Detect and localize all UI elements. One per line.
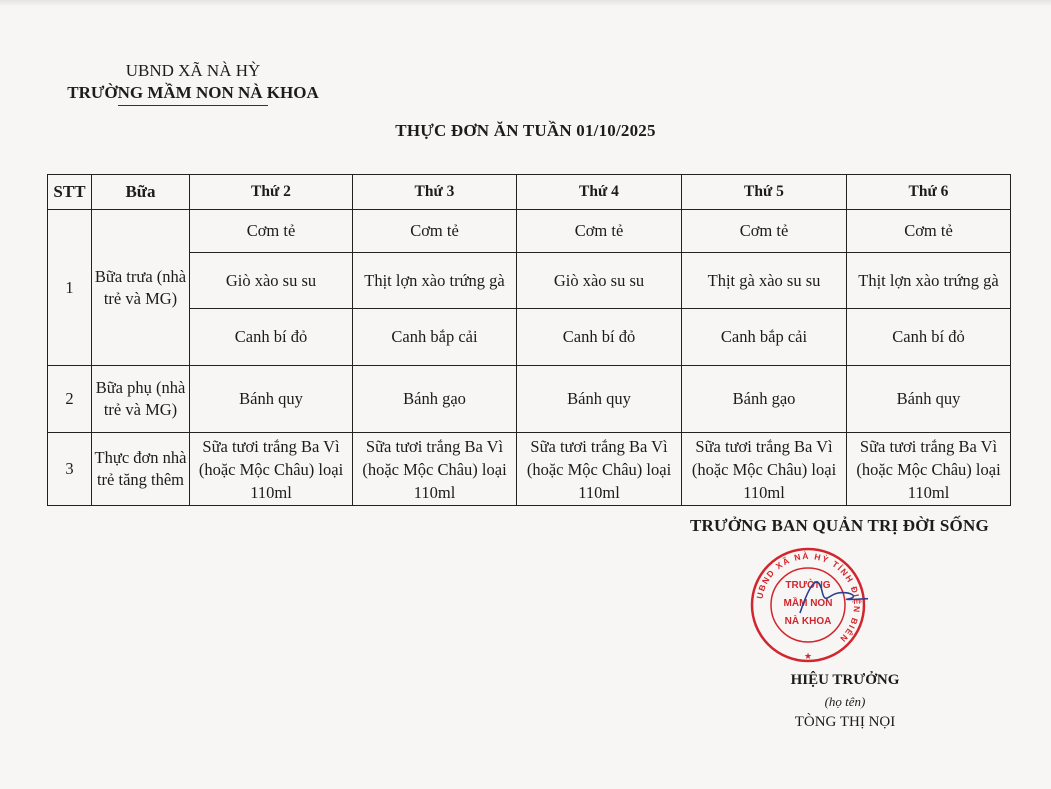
header-monday: Thứ 2 bbox=[190, 175, 353, 210]
organization-header bbox=[58, 60, 328, 106]
menu-cell: Thịt lợn xào trứng gà bbox=[353, 253, 517, 309]
stt-cell: 2 bbox=[48, 366, 92, 433]
signer-note: (họ tên) bbox=[824, 694, 866, 709]
menu-cell: Bánh quy bbox=[190, 366, 353, 433]
menu-cell: Giò xào su su bbox=[190, 253, 353, 309]
menu-cell: Cơm tẻ bbox=[682, 210, 847, 253]
menu-cell: Giò xào su su bbox=[517, 253, 682, 309]
menu-cell: Sữa tươi trắng Ba Vì (hoặc Mộc Châu) loại 110ml bbox=[517, 433, 682, 506]
menu-cell: Cơm tẻ bbox=[517, 210, 682, 253]
org-line-1: UBND XÃ NÀ HỲ bbox=[125, 61, 261, 80]
svg-text:★: ★ bbox=[803, 651, 813, 661]
menu-cell: Bánh quy bbox=[517, 366, 682, 433]
table-row bbox=[48, 253, 1011, 309]
menu-cell: Canh bí đỏ bbox=[847, 309, 1011, 366]
menu-cell: Cơm tẻ bbox=[353, 210, 517, 253]
header-tuesday: Thứ 3 bbox=[353, 175, 517, 210]
menu-cell: Sữa tươi trắng Ba Vì (hoặc Mộc Châu) loại 110ml bbox=[190, 433, 353, 506]
signer-name: TÒNG THỊ NỌI bbox=[794, 714, 896, 730]
signer-title: HIỆU TRƯỞNG bbox=[790, 672, 900, 688]
svg-text:NÀ KHOA: NÀ KHOA bbox=[784, 616, 832, 627]
menu-cell: Cơm tẻ bbox=[190, 210, 353, 253]
meal-name-cell: Bữa trưa (nhà trẻ và MG) bbox=[92, 210, 190, 366]
header-friday: Thứ 6 bbox=[847, 175, 1011, 210]
menu-cell: Cơm tẻ bbox=[847, 210, 1011, 253]
page-top-edge bbox=[0, 0, 1051, 6]
menu-cell: Bánh gạo bbox=[353, 366, 517, 433]
stt-cell: 1 bbox=[48, 210, 92, 366]
table-row bbox=[48, 366, 1011, 433]
stt-cell: 3 bbox=[48, 433, 92, 506]
table-row bbox=[48, 210, 1011, 253]
menu-cell: Canh bí đỏ bbox=[517, 309, 682, 366]
menu-table bbox=[47, 174, 1011, 506]
menu-cell: Sữa tươi trắng Ba Vì (hoặc Mộc Châu) loại 110ml bbox=[682, 433, 847, 506]
menu-cell: Bánh quy bbox=[847, 366, 1011, 433]
svg-text:UBND XÃ NÀ HỲ TỈNH ĐIỆN BIÊN: UBND XÃ NÀ HỲ TỈNH ĐIỆN BIÊN bbox=[754, 550, 863, 645]
menu-cell: Bánh gạo bbox=[682, 366, 847, 433]
school-seal-stamp bbox=[748, 543, 868, 668]
header-thursday: Thứ 5 bbox=[682, 175, 847, 210]
menu-cell: Thịt gà xào su su bbox=[682, 253, 847, 309]
committee-label: TRƯỞNG BAN QUẢN TRỊ ĐỜI SỐNG bbox=[690, 516, 989, 535]
menu-cell: Sữa tươi trắng Ba Vì (hoặc Mộc Châu) loại 110ml bbox=[353, 433, 517, 506]
meal-name-cell: Bữa phụ (nhà trẻ và MG) bbox=[92, 366, 190, 433]
school-name: TRƯỜNG MẦM NON NÀ KHOA bbox=[67, 83, 319, 102]
menu-cell: Canh bí đỏ bbox=[190, 309, 353, 366]
document-title: THỰC ĐƠN ĂN TUẦN 01/10/2025 bbox=[395, 121, 656, 140]
menu-cell: Canh bắp cải bbox=[682, 309, 847, 366]
header-meal: Bữa bbox=[92, 175, 190, 210]
table-row bbox=[48, 433, 1011, 506]
table-header-row bbox=[48, 175, 1011, 210]
table-row bbox=[48, 309, 1011, 366]
header-stt: STT bbox=[48, 175, 92, 210]
svg-text:MẦM NON: MẦM NON bbox=[783, 598, 833, 609]
svg-text:TRƯỜNG: TRƯỜNG bbox=[785, 580, 831, 591]
header-wednesday: Thứ 4 bbox=[517, 175, 682, 210]
menu-cell: Canh bắp cải bbox=[353, 309, 517, 366]
header-underline bbox=[118, 105, 268, 106]
menu-cell: Thịt lợn xào trứng gà bbox=[847, 253, 1011, 309]
meal-name-cell: Thực đơn nhà trẻ tăng thêm bbox=[92, 433, 190, 506]
menu-cell: Sữa tươi trắng Ba Vì (hoặc Mộc Châu) loại 110ml bbox=[847, 433, 1011, 506]
